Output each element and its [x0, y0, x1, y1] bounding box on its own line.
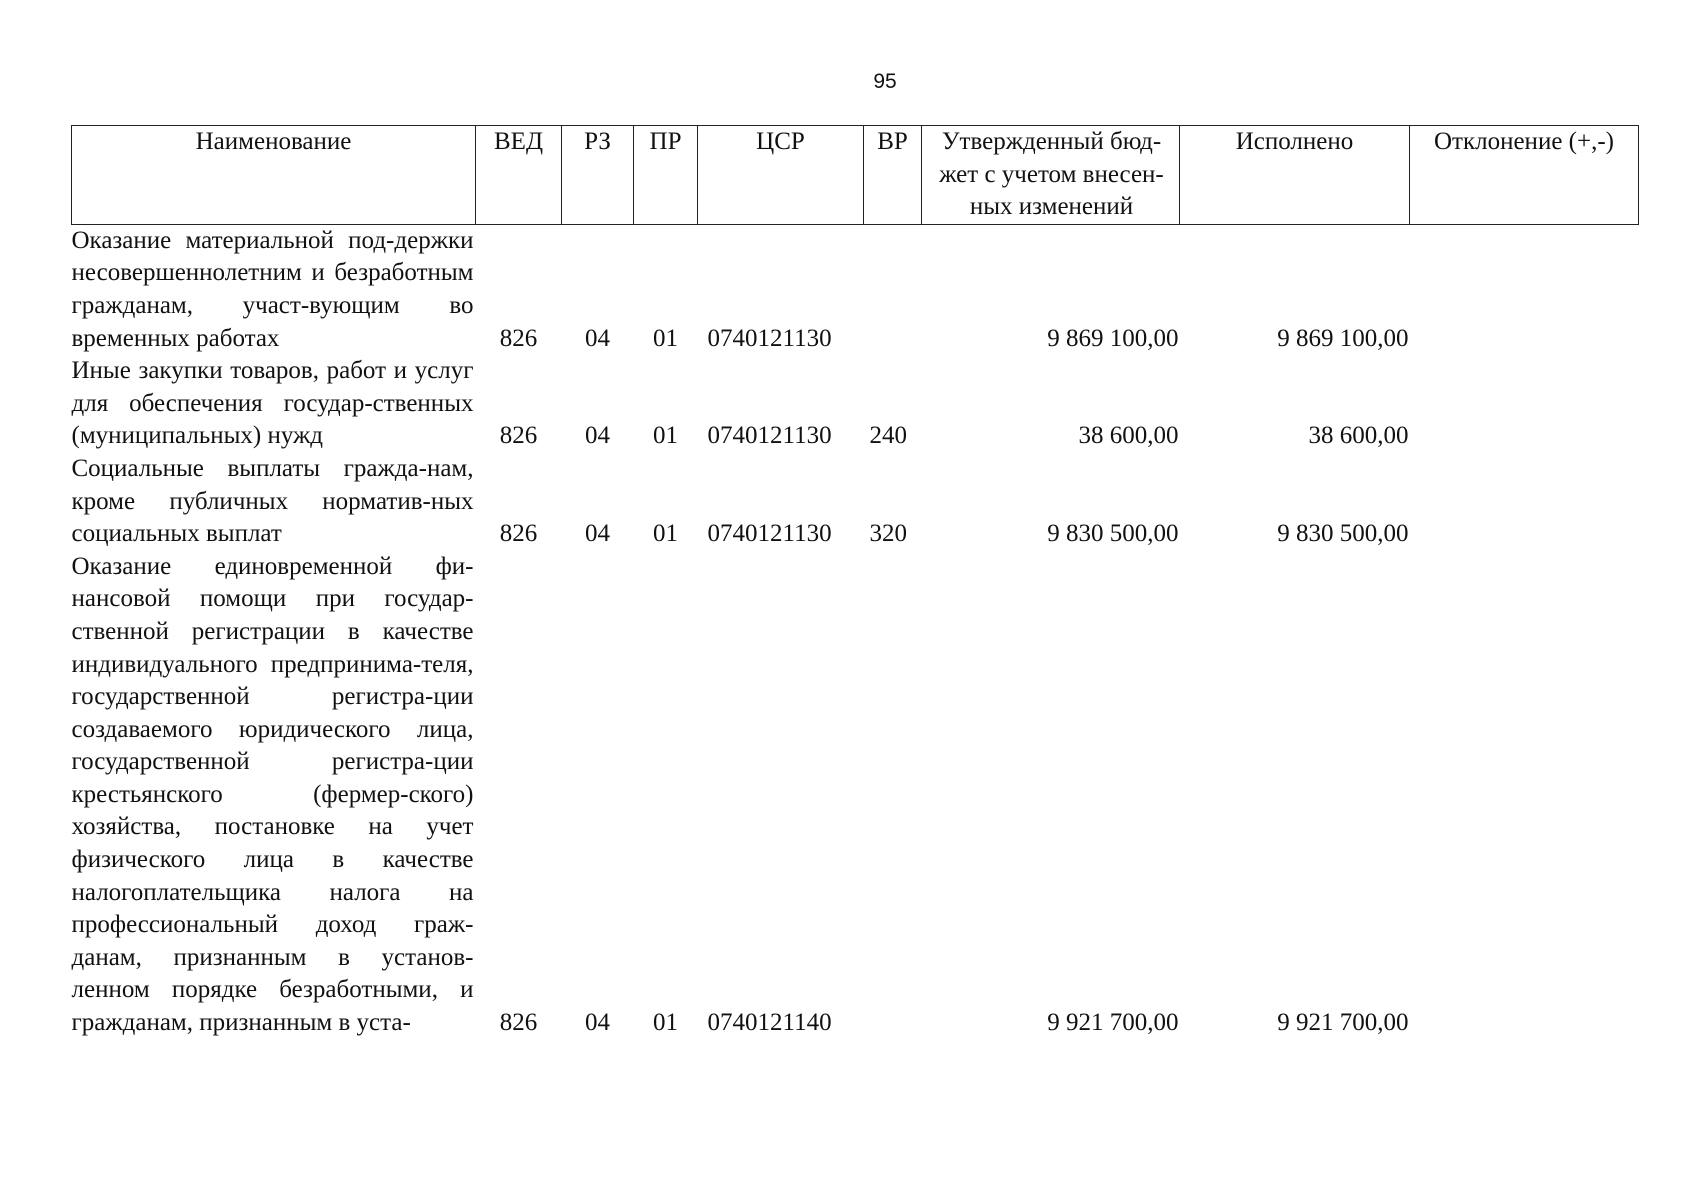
header-vr: ВР	[864, 126, 922, 225]
header-deviation: Отклонение (+,-)	[1410, 126, 1639, 225]
row-pr: 01	[653, 422, 678, 450]
row-pr: 01	[653, 324, 678, 352]
header-ved: ВЕД	[476, 126, 562, 225]
row-rz: 04	[585, 520, 610, 548]
row-ved: 826	[499, 324, 538, 352]
row-vr	[864, 551, 922, 1040]
row-pr: 01	[653, 520, 678, 548]
table-row	[72, 453, 1639, 551]
row-executed: 9 921 700,00	[1277, 1009, 1409, 1037]
row-name: Оказание материальной под-держки несовершеннолетним и безработным гражданам, участ-вующим во временных работах	[71, 226, 474, 352]
row-csr: 0740121130	[707, 422, 832, 450]
row-rz: 04	[585, 1009, 610, 1037]
row-csr: 0740121130	[707, 520, 832, 548]
row-name: Иные закупки товаров, работ и услуг для обеспечения государ-ственных (муниципальных) нужд	[71, 357, 474, 450]
row-executed: 9 830 500,00	[1277, 520, 1409, 548]
row-executed: 9 869 100,00	[1277, 324, 1409, 352]
row-deviation	[1410, 551, 1639, 1040]
table-body	[72, 224, 1639, 1039]
table-header	[72, 126, 1639, 225]
header-rz: РЗ	[562, 126, 634, 225]
row-ved: 826	[499, 1009, 538, 1037]
row-deviation	[1410, 453, 1639, 551]
row-pr: 01	[653, 1009, 678, 1037]
row-approved-budget: 9 830 500,00	[1047, 520, 1179, 548]
row-name: Оказание единовременной фи-нансовой помощи при государ-ственной регистрации в качестве индивидуального предпринима-теля, государственной регистра-ции создаваемого юридического лица, государственной регистра-ции крестьянского (фермер-ского) хозяйства, постановке на учет физического лица в качестве налогоплательщика налога на профессиональный доход граж-данам, признанным в установ-ленном порядке безработными, и гражданам, признанным в уста-	[71, 552, 474, 1037]
header-pr: ПР	[634, 126, 698, 225]
header-approved-budget: Утвержденный бюд-жет с учетом внесен-ных изменений	[922, 126, 1180, 225]
row-name: Социальные выплаты гражда-нам, кроме публичных норматив-ных социальных выплат	[71, 454, 474, 548]
row-ved: 826	[499, 520, 538, 548]
table-row	[72, 551, 1639, 1040]
row-ved: 826	[499, 422, 538, 450]
header-name: Наименование	[72, 126, 476, 225]
row-rz: 04	[585, 324, 610, 352]
budget-execution-table	[71, 125, 1639, 1040]
table-row	[72, 355, 1639, 453]
row-deviation	[1410, 224, 1639, 355]
row-csr: 0740121130	[707, 324, 832, 352]
row-csr: 0740121140	[707, 1009, 832, 1037]
row-approved-budget: 9 869 100,00	[1047, 324, 1179, 352]
row-approved-budget: 38 600,00	[1078, 422, 1179, 450]
table-row	[72, 224, 1639, 355]
row-vr	[864, 224, 922, 355]
row-deviation	[1410, 355, 1639, 453]
row-rz: 04	[585, 422, 610, 450]
row-vr: 240	[869, 422, 907, 450]
row-executed: 38 600,00	[1308, 422, 1409, 450]
header-executed: Исполнено	[1180, 126, 1410, 225]
row-approved-budget: 9 921 700,00	[1047, 1009, 1179, 1037]
header-row	[72, 126, 1639, 225]
row-vr: 320	[869, 520, 907, 548]
header-csr: ЦСР	[698, 126, 864, 225]
page-number: 95	[873, 70, 897, 93]
